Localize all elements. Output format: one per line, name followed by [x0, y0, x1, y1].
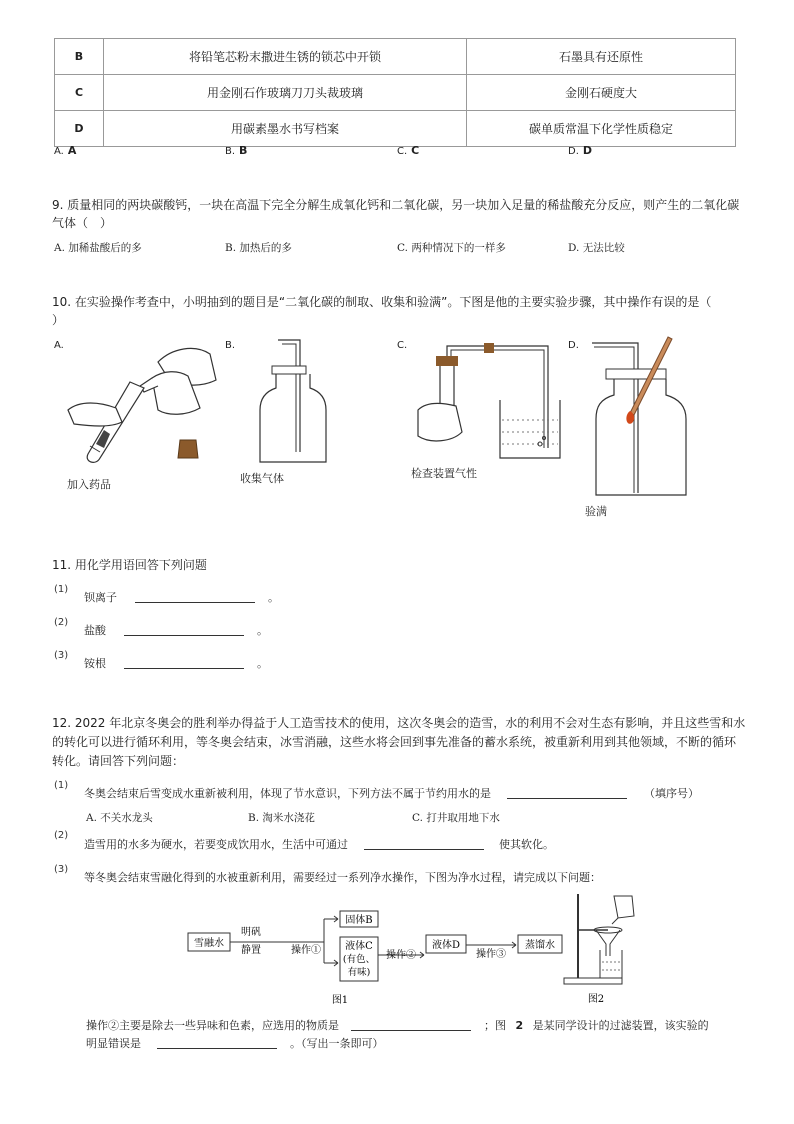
q12-line1: 12. 2022 年北京冬奥会的胜利举办得益于人工造雪技术的使用，这次冬奥会的造雪，水的利用不会对生态有影响，并且这些雪和水: [52, 716, 746, 730]
q12-line3: 转化。请回答下列问题：: [52, 754, 185, 768]
flow-liquid-d: 液体D: [431, 940, 461, 951]
caption-check-airtightness: 检查装置气性: [411, 467, 477, 480]
item-text: 钡离子: [84, 591, 117, 604]
q9-line1: 9. 质量相同的两块碳酸钙，一块在高温下完全分解生成氧化钙和二氧化碳，另一块加入足量的稀盐酸充分反应，则产生的二氧化碳: [52, 198, 740, 212]
answer-fig-num: 2: [515, 1019, 524, 1032]
q8-choice-b[interactable]: [225, 144, 247, 157]
row-method: 将铅笔芯粉末撒进生锈的锁芯中开锁: [104, 39, 467, 75]
row-property: 石墨具有还原性: [467, 39, 736, 75]
q11-blank-2[interactable]: [124, 623, 244, 636]
table-row: [55, 39, 736, 75]
flow-op2: 操作②: [386, 950, 416, 961]
q11-item-3: [84, 655, 268, 671]
q11-num-1: (1): [54, 584, 69, 595]
answer-text: ；图: [484, 1019, 506, 1032]
flow-op1: 操作①: [291, 945, 321, 956]
figure-collect-gas: [248, 330, 338, 470]
flow-op3: 操作③: [476, 949, 506, 960]
q12-part-3: 等冬奥会结束雪融化得到的水被重新利用，需要经过一系列净水操作，下图为净水过程，请完成以下问题：: [84, 871, 601, 884]
q10-label-d[interactable]: D.: [568, 340, 579, 351]
row-key: B: [55, 39, 104, 75]
q12-blank-4[interactable]: [157, 1036, 277, 1049]
q12-answer-line2: [86, 1035, 384, 1051]
q12-answer-line1: [86, 1017, 709, 1033]
q11-item-1: [84, 589, 279, 605]
choice-value: B: [239, 144, 248, 157]
q10-stem: [52, 293, 752, 329]
figure-filtration-apparatus: [560, 890, 640, 1008]
q9-choice-c[interactable]: C. 两种情况下的一样多: [397, 242, 506, 254]
q12-num-3: (3): [54, 864, 69, 875]
choice-value: A: [67, 144, 77, 157]
flow-liquid-c3: 有味): [347, 967, 371, 978]
q12-blank-3[interactable]: [351, 1018, 471, 1031]
q12-part-2: [84, 836, 554, 852]
row-key: C: [55, 75, 104, 111]
answer-text: 。（写出一条即可）: [290, 1037, 384, 1050]
q9-line2: 气体（ ）: [52, 216, 113, 230]
q12-part-1: [84, 785, 734, 801]
q9-choice-a[interactable]: A. 加稀盐酸后的多: [54, 242, 142, 254]
q12-option-a[interactable]: A. 不关水龙头: [86, 812, 153, 824]
figure-test-full: [590, 335, 700, 500]
flow-fig1-label: 图1: [331, 995, 349, 1005]
row-method: 用碳素墨水书写档案: [104, 111, 467, 147]
table-row: [55, 111, 736, 147]
flow-liquid-c2: (有色、: [342, 954, 376, 965]
row-method: 用金刚石作玻璃刀刀头裁玻璃: [104, 75, 467, 111]
q12-line2: 的转化可以进行循环利用，等冬奥会结束，冰雪消融，这些水将会回到事先准备的蓄水系统，被重新利用到其他领域，不断的循环: [52, 735, 737, 749]
item-end: 。: [257, 657, 268, 670]
q8-choice-c[interactable]: [397, 144, 419, 157]
q8-choice-a[interactable]: [54, 144, 76, 157]
q8-options-table: [54, 38, 736, 147]
q10-line1: 10. 在实验操作考查中，小明抽到的题目是“二氧化碳的制取、收集和验满”。下图是他的主要实验步骤，其中操作有误的是（: [52, 295, 712, 309]
flow-start: 雪融水: [194, 938, 224, 949]
q9-stem: [52, 196, 752, 232]
q11-title: 11. 用化学用语回答下列问题: [52, 558, 207, 572]
q10-label-b[interactable]: B.: [225, 340, 236, 351]
choice-label: D.: [568, 146, 579, 157]
flow-solid: 固体B: [345, 915, 373, 926]
q9-choice-d[interactable]: D. 无法比较: [568, 242, 625, 254]
q10-label-a[interactable]: A.: [54, 340, 64, 351]
item-end: 。: [257, 624, 268, 637]
row-key: D: [55, 111, 104, 147]
q10-label-c[interactable]: C.: [397, 340, 408, 351]
caption-test-full: 验满: [585, 505, 607, 518]
flow-fig2-label: 图2: [587, 994, 605, 1005]
q10-line2: ）: [52, 313, 65, 327]
flow-reagent-top: 明矾: [241, 927, 261, 938]
q12-blank-2[interactable]: [364, 837, 484, 850]
part-text: 冬奥会结束后雪变成水重新被利用，体现了节水意识，下列方法不属于节约用水的是: [84, 787, 491, 800]
answer-text: 操作②主要是除去一些异味和色素，应选用的物质是: [86, 1019, 339, 1032]
q9-choice-b[interactable]: B. 加热后的多: [225, 242, 292, 254]
q12-blank-1[interactable]: [507, 786, 627, 799]
answer-text: 明显错误是: [86, 1037, 141, 1050]
q12-option-c[interactable]: C. 打井取用地下水: [412, 812, 500, 824]
part-text: 造雪用的水多为硬水，若要变成饮用水，生活中可通过: [84, 838, 348, 851]
q12-num-1: (1): [54, 780, 69, 791]
item-text: 盐酸: [84, 624, 106, 637]
caption-collect-gas: 收集气体: [240, 472, 284, 485]
choice-label: C.: [397, 146, 408, 157]
q12-option-b[interactable]: B. 淘米水浇花: [248, 812, 315, 824]
table-row: [55, 75, 736, 111]
q11-blank-3[interactable]: [124, 656, 244, 669]
caption-add-reagent: 加入药品: [67, 478, 111, 491]
figure-add-reagent: [60, 330, 230, 480]
choice-value: D: [582, 144, 593, 157]
choice-label: B.: [225, 146, 236, 157]
q11-blank-1[interactable]: [135, 590, 255, 603]
figure-purification-flow: [180, 905, 570, 1005]
q11-num-3: (3): [54, 650, 69, 661]
q12-num-2: (2): [54, 830, 69, 841]
choice-label: A.: [54, 146, 64, 157]
figure-check-airtightness: [410, 340, 580, 465]
flow-reagent-bottom: 静置: [241, 945, 261, 956]
item-text: 铵根: [84, 657, 106, 670]
flow-liquid-c1: 液体C: [345, 941, 373, 952]
choice-value: C: [411, 144, 420, 157]
part-tail: 使其软化。: [499, 838, 554, 851]
part-tail: （填序号）: [644, 787, 699, 800]
row-property: 金刚石硬度大: [467, 75, 736, 111]
answer-text: 是某同学设计的过滤装置，该实验的: [532, 1019, 709, 1032]
q11-item-2: [84, 622, 268, 638]
flow-end: 蒸馏水: [525, 940, 555, 951]
q8-choice-d[interactable]: [568, 144, 592, 157]
item-end: 。: [268, 591, 279, 604]
row-property: 碳单质常温下化学性质稳定: [467, 111, 736, 147]
q12-stem: [52, 714, 752, 771]
q11-num-2: (2): [54, 617, 69, 628]
